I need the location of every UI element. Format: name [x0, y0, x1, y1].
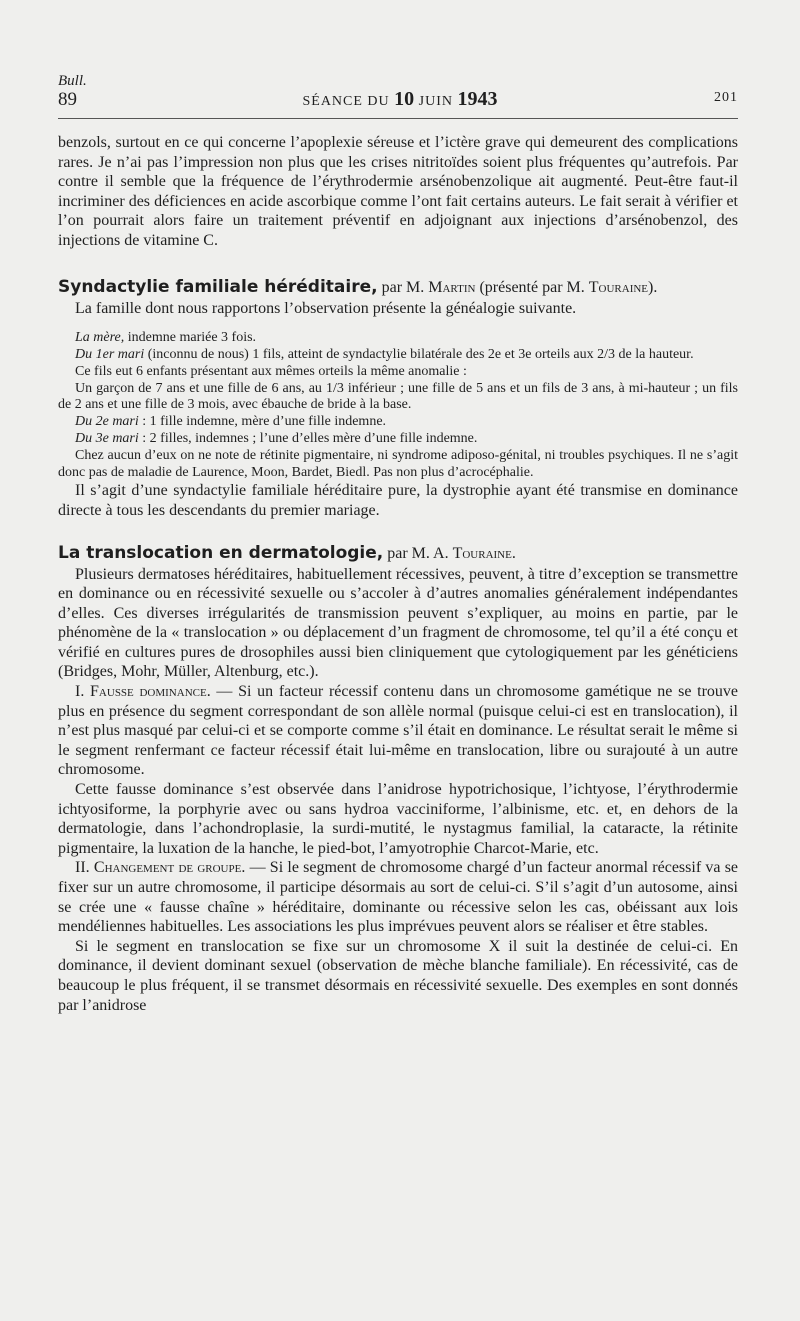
genealogy-line: Un garçon de 7 ans et une fille de 6 ans, au 1/3 inférieur ; une fille de 5 ans et un fils de 3 ans, à mi-hauteur ; un fils de 2 ans et une fille de 3 mois, avec ébauche de bride à la base.: [58, 380, 738, 413]
section2-paragraph: Plusieurs dermatoses héréditaires, habituellement récessives, peuvent, à titre d’exception se transmettre en dominance ou en récessivité sexuelle ou s’accoler à d’autres anomalies généralement indépendantes d’elles. Ces diverses irrégularités de transmission peuvent s’expliquer, au moins en partie, par le phénomène de la « translocation » ou déplacement d’un fragment de chromosome, tel qu’il a été conçu et vérifié en cultures pures de drosophiles aussi bien cliniquement que cytologiquement par les généticiens (Bridges, Mohr, Müller, Altenburg, etc.).: [58, 565, 738, 681]
running-title-month: JUIN: [418, 94, 453, 109]
subsection-text: — Si un facteur récessif contenu dans un chromosome gamétique ne se trouve plus en présence du segment correspondant de son allèle normal (puisque celui-ci est en translocation), il n’est plus masqué par celui-ci et se comporte comme s’il était en dominance. Le résultat serait le même si le segment renfermant ce facteur récessif était lui-même en translocation, libre ou surajouté à un autre chromosome.: [58, 683, 738, 779]
running-title: [0, 88, 800, 111]
section-end: .: [511, 544, 516, 562]
section2-paragraph: [58, 682, 738, 780]
section-title-translocation: [58, 542, 738, 565]
section-author: Martin: [428, 278, 476, 296]
subsection-number: II.: [75, 859, 90, 877]
section2-paragraph: Cette fausse dominance s’est observée dans l’anidrose hypotrichosique, l’ichtyose, l’érythrodermie ichtyosiforme, la porphyrie avec ou sans hydroa vacciniforme, l’albinisme, etc. et, en dehors de la dermatologie, dans l’achondroplasie, la surdi-mutité, le nystagmus familial, la cataracte, la rétinite pigmentaire, la luxation de la hanche, le pied-bot, l’amyotrophie Charcot-Marie, etc.: [58, 781, 738, 857]
genealogy-label: La mère,: [75, 330, 125, 346]
genealogy-line: [58, 414, 738, 431]
running-title-prefix: SÉANCE DU: [302, 94, 390, 109]
genealogy-block: [58, 330, 738, 481]
subsection-heading: Changement de groupe.: [93, 859, 246, 877]
genealogy-line: [58, 431, 738, 448]
section-by: par M. A.: [387, 544, 449, 562]
running-title-day: 10: [394, 88, 415, 110]
genealogy-line: Ce fils eut 6 enfants présentant aux mêmes orteils la même anomalie :: [75, 363, 467, 379]
journal-abbrev: Bull.: [58, 73, 87, 89]
genealogy-label: Du 1er mari: [75, 346, 145, 362]
page-body: [58, 133, 738, 1015]
intro-paragraph: benzols, surtout en ce qui concerne l’apoplexie séreuse et l’ictère grave qui demeurent des complications rares. Je n’ai pas l’impression non plus que les crises nitritoïdes soient plus fréquentes qu’autrefois. Par contre il semble que la fréquence de l’érythrodermie arsénobenzolique ait augmenté. Peut-être faut-il incriminer des déficiences en acide ascorbique comme l’ont fait certains auteurs. Le fait serait à vérifier et l’on pourrait alors faire un traitement préventif en adjoignant aux injections d’arsénobenzol, des injections de vitamine C.: [58, 134, 738, 249]
section-author: Touraine: [452, 544, 512, 562]
section-heading: Syndactylie familiale héréditaire,: [58, 276, 378, 297]
section1-conclusion: Il s’agit d’une syndactylie familiale héréditaire pure, la dystrophie ayant été transmise en dominance directe à tous les descendants du premier mariage.: [58, 482, 738, 519]
genealogy-text: : 1 fille indemne, mère d’une fille indemne.: [142, 414, 387, 430]
genealogy-text: indemne mariée 3 fois.: [127, 330, 257, 346]
section2-paragraph: Si le segment en translocation se fixe sur un chromosome X il suit la destinée de celui-ci. En dominance, il devient dominant sexuel (observation de mèche blanche familiale). En récessivité, cas de beaucoup le plus fréquent, il se transmet désormais en récessivité sexuelle. Des exemples en sont donnés par l’anidrose: [58, 937, 738, 1014]
header-rule: [58, 118, 738, 119]
genealogy-text: (inconnu de nous) 1 fils, atteint de syndactylie bilatérale des 2e et 3e orteils aux 2/3 de la hauteur.: [147, 346, 694, 362]
running-title-year: 1943: [457, 88, 498, 110]
genealogy-text: : 2 filles, indemnes ; l’une d’elles mère d’une fille indemne.: [142, 430, 478, 446]
subsection-number: I.: [75, 683, 85, 701]
page-number: 201: [714, 90, 738, 105]
section-title-syndactylie: [58, 276, 738, 299]
section-presenter: Touraine: [588, 278, 649, 296]
section1-intro: La famille dont nous rapportons l’observation présente la généalogie suivante.: [75, 299, 577, 317]
section-heading: La translocation en dermatologie,: [58, 542, 384, 563]
section2-paragraph: [58, 858, 738, 936]
genealogy-label: Du 3e mari: [75, 430, 139, 446]
volume-number: 89: [58, 89, 77, 110]
genealogy-line: Chez aucun d’eux on ne note de rétinite pigmentaire, ni syndrome adiposo-génital, ni troubles psychiques. Il ne s’agit donc pas de maladie de Laurence, Moon, Bardet, Biedl. Pas non plus d’acrocéphalie.: [58, 447, 738, 480]
section-by: par M.: [381, 278, 425, 296]
genealogy-label: Du 2e mari: [75, 414, 139, 430]
subsection-text: — Si le segment de chromosome chargé d’un facteur anormal récessif va se fixer sur un autre chromosome, il participe désormais au sort de celui-ci. S’il s’agit d’un autosome, ainsi se crée une « fausse chaîne » héréditaire, dominante ou récessive selon les cas, obéissant aux lois mendéliennes habituelles. Les associations les plus imprévues peuvent alors se réaliser et être stables.: [58, 859, 739, 936]
genealogy-line: [58, 347, 738, 364]
section-presented: (présenté par M.: [479, 278, 585, 296]
genealogy-line: [58, 330, 738, 347]
section-close: ).: [648, 278, 658, 296]
subsection-heading: Fausse dominance.: [90, 683, 211, 701]
